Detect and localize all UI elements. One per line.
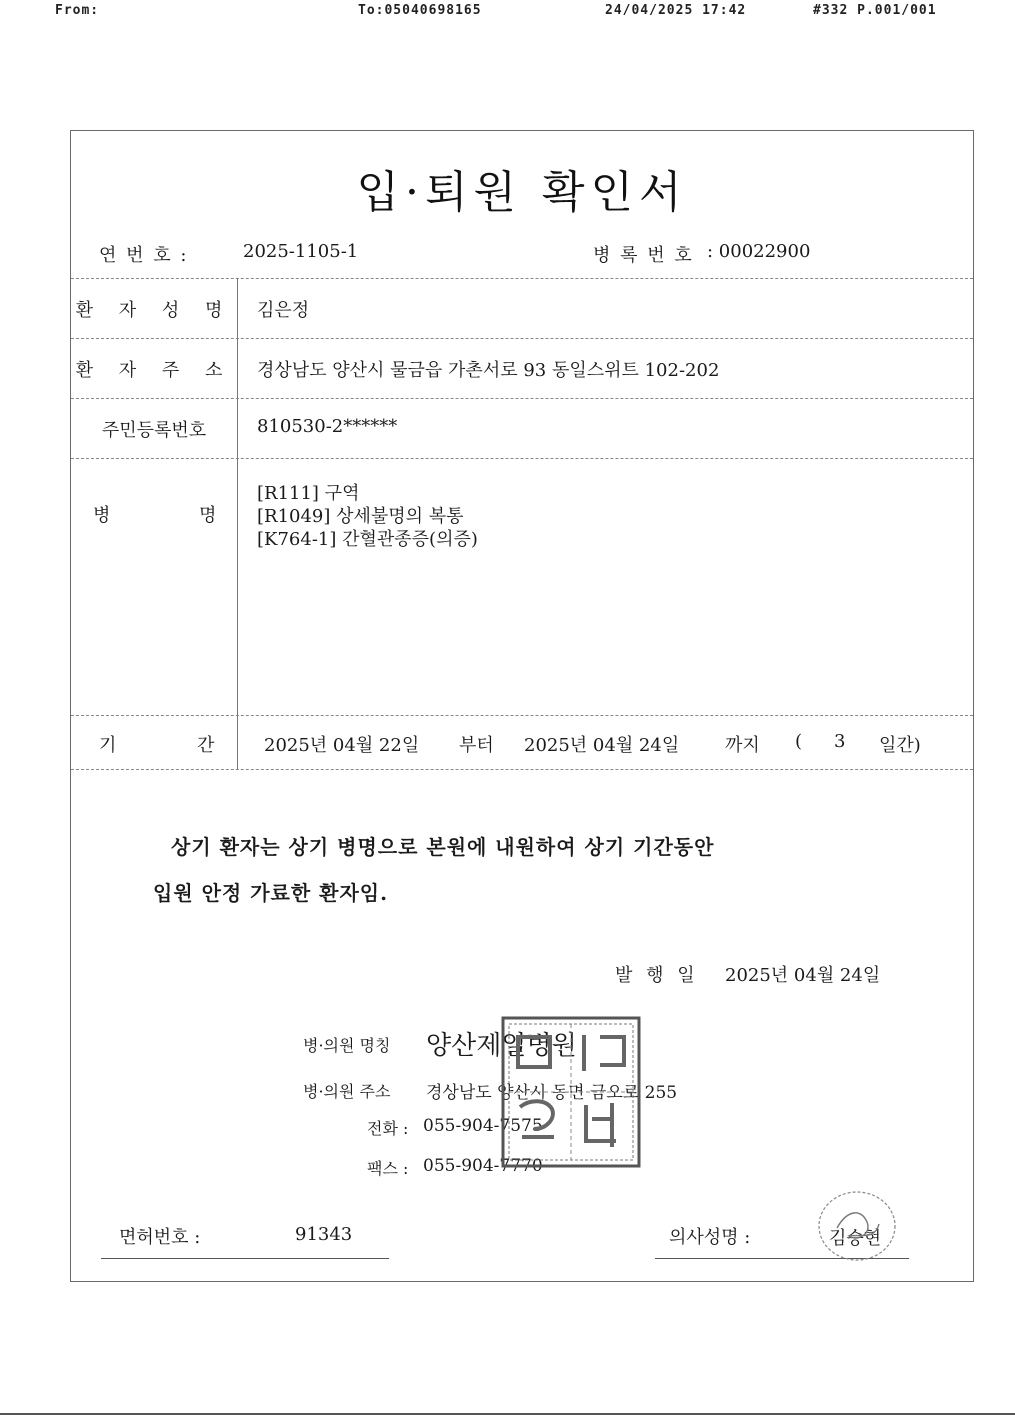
period-label-part2: 간 — [197, 735, 215, 756]
divider — [71, 458, 973, 459]
table-column-divider — [237, 278, 238, 769]
fax-to-number: To:05040698165 — [358, 3, 482, 18]
doctor-signature-seal — [815, 1188, 899, 1264]
patient-address: 경상남도 양산시 물금읍 가촌서로 93 동일스위트 102-202 — [257, 360, 720, 381]
document-title: 입·퇴원 확인서 — [356, 167, 688, 218]
patient-name-label: 환 자 성 명 — [75, 300, 233, 321]
period-start-date: 2025년 04월 22일 — [264, 735, 420, 756]
patient-address-label: 환 자 주 소 — [75, 360, 233, 381]
hospital-address: 경상남도 양산시 동면 금오로 255 — [426, 1083, 678, 1103]
diagnosis-item: [R111] 구역 — [257, 483, 360, 504]
hospital-phone-label: 전화 : — [367, 1119, 409, 1138]
statement-line-1: 상기 환자는 상기 병명으로 본원에 내원하여 상기 기간동안 — [171, 835, 715, 859]
hospital-name-label: 병·의원 명칭 — [303, 1036, 391, 1055]
serial-label: 연 번 호 : — [99, 245, 189, 266]
fax-page-info: #332 P.001/001 — [813, 3, 937, 18]
divider — [71, 278, 973, 279]
period-days: 3 — [834, 731, 846, 752]
hospital-name: 양산제일병원 — [426, 1031, 577, 1061]
hospital-fax-label: 팩스 : — [367, 1159, 409, 1178]
statement-line-2: 입원 안정 가료한 환자임. — [153, 881, 389, 905]
diagnosis-item: [R1049] 상세불명의 복통 — [257, 506, 464, 527]
divider — [71, 338, 973, 339]
doctor-name: 김승현 — [829, 1228, 882, 1249]
license-number: 91343 — [295, 1224, 353, 1245]
period-until-word: 까지 — [725, 735, 760, 756]
diagnosis-label-part1: 병 — [93, 505, 111, 526]
license-underline — [101, 1258, 389, 1259]
divider — [71, 769, 973, 770]
period-from-word: 부터 — [459, 735, 494, 756]
doctor-name-label: 의사성명 : — [669, 1227, 751, 1248]
diagnosis-item: [K764-1] 간혈관종증(의증) — [257, 529, 478, 550]
period-days-suffix: 일간) — [879, 735, 921, 756]
diagnosis-label-part2: 명 — [199, 505, 217, 526]
rrn-value: 810530-2****** — [257, 416, 398, 437]
hospital-phone: 055-904-7575 — [423, 1116, 543, 1136]
record-label: 병 록 번 호 — [593, 245, 694, 266]
record-value: : 00022900 — [707, 241, 811, 262]
license-label: 면허번호 : — [119, 1227, 201, 1248]
rrn-label: 주민등록번호 — [101, 420, 207, 441]
patient-name: 김은정 — [257, 300, 310, 321]
period-label-part1: 기 — [99, 735, 117, 756]
issue-date: 2025년 04월 24일 — [725, 965, 881, 986]
issue-date-label: 발 행 일 — [615, 965, 699, 986]
fax-datetime: 24/04/2025 17:42 — [605, 3, 747, 18]
divider — [71, 715, 973, 716]
page-bottom-rule — [0, 1413, 1015, 1415]
period-open-paren: ( — [795, 731, 803, 752]
hospital-fax: 055-904-7770 — [423, 1156, 543, 1176]
serial-value: 2025-1105-1 — [243, 241, 359, 262]
hospital-seal-stamp — [500, 1015, 642, 1169]
divider — [71, 398, 973, 399]
fax-from-label: From: — [55, 3, 100, 18]
period-end-date: 2025년 04월 24일 — [524, 735, 680, 756]
hospital-address-label: 병·의원 주소 — [303, 1082, 391, 1101]
